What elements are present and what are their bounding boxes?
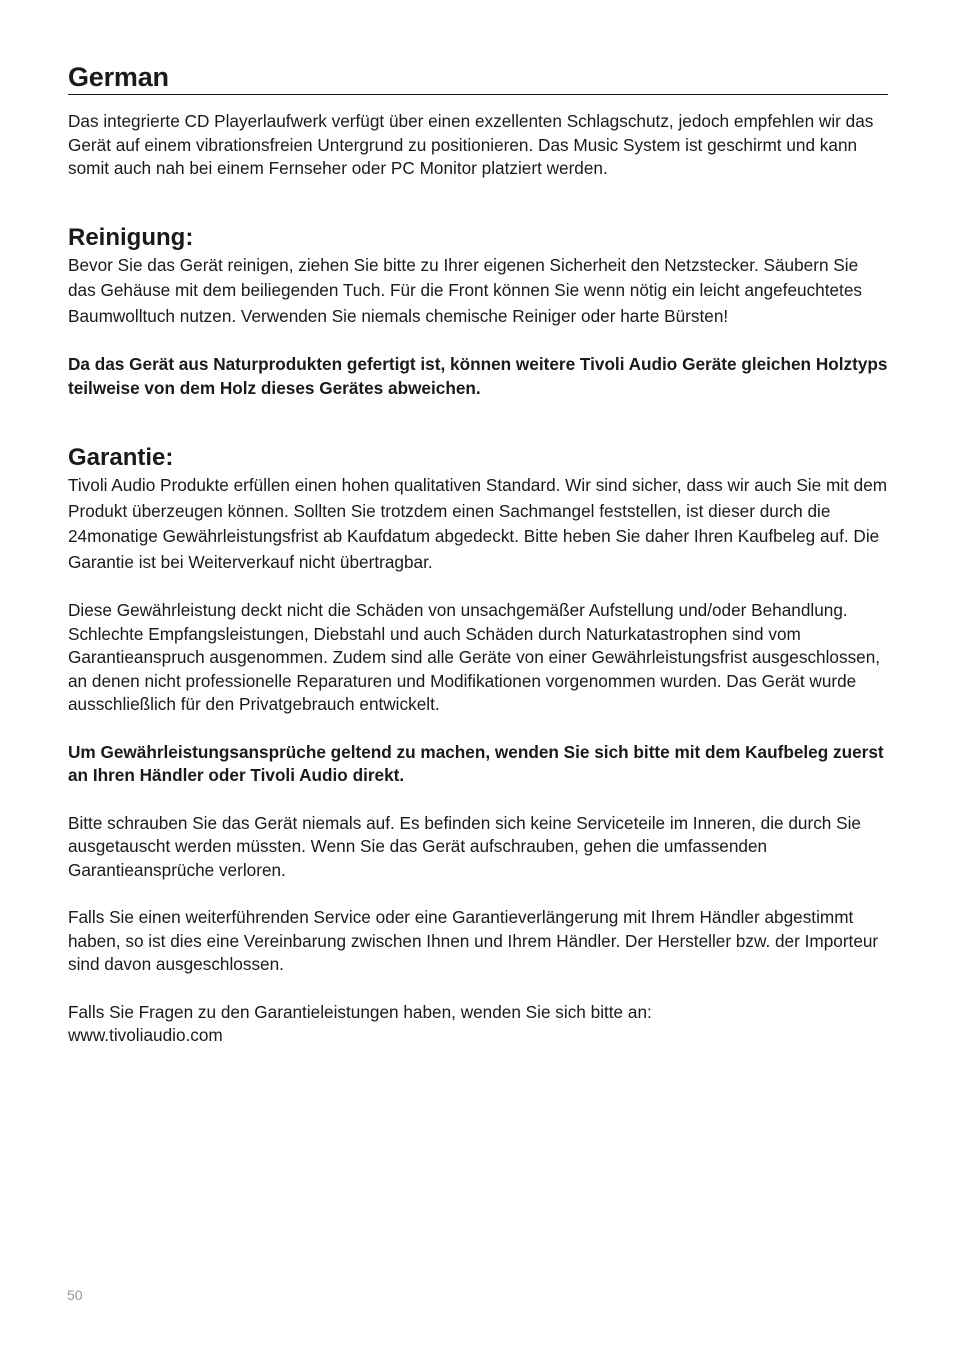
garantie-paragraph-3: Um Gewährleistungsansprüche geltend zu machen, wenden Sie sich bitte mit dem Kaufbeleg zuerst an Ihren Händler oder Tivoli Audio direkt. <box>68 741 884 785</box>
document-page <box>68 60 888 1048</box>
website-link[interactable]: www.tivoliaudio.com <box>68 1025 223 1045</box>
garantie-paragraph-2: Diese Gewährleistung deckt nicht die Schäden von unsachgemäßer Aufstellung und/oder Behandlung. Schlechte Empfangsleistungen, Diebstahl und auch Schäden durch Naturkatastrophen sind vom Garantieanspruch ausgenommen. Zudem sind alle Geräte von einer Gewährleistungsfrist ausgeschlossen, an denen nicht professionelle Reparaturen und Modifikationen vorgenommen wurden. Das Gerät wurde ausschließlich für den Privatgebrauch entwickelt. <box>68 600 881 714</box>
section-heading-reinigung: Reinigung: <box>68 223 194 251</box>
garantie-paragraph-5: Falls Sie einen weiterführenden Service oder eine Garantieverlängerung mit Ihrem Händler abgestimmt haben, so ist dies eine Vereinbarung zwischen Ihnen und Ihrem Händler. Der Hersteller bzw. der Importeur sind davon ausgeschlossen. <box>68 907 879 974</box>
page-number: 50 <box>67 1287 83 1303</box>
garantie-paragraph-6 <box>68 1001 888 1048</box>
intro-paragraph: Das integrierte CD Playerlaufwerk verfügt über einen exzellenten Schlagschutz, jedoch empfehlen wir das Gerät auf einem vibrationsfreien Untergrund zu positionieren. Das Music System ist geschirmt und kann somit auch nah bei einem Fernseher oder PC Monitor platziert werden. <box>68 111 874 178</box>
contact-line: Falls Sie Fragen zu den Garantieleistungen haben, wenden Sie sich bitte an: <box>68 1001 652 1022</box>
page-title: German <box>68 62 169 92</box>
garantie-paragraph-1: Tivoli Audio Produkte erfüllen einen hohen qualitativen Standard. Wir sind sicher, dass wir auch Sie mit dem Produkt überzeugen können. Sollten Sie trotzdem einen Sachmangel feststellen, ist dieser durch die 24monatige Gewährleistungsfrist ab Kaufdatum abgedeckt. Bitte heben Sie daher Ihren Kaufbeleg auf. Die Garantie ist bei Weiterverkauf nicht übertragbar. <box>68 475 888 572</box>
title-divider <box>68 94 888 95</box>
section-heading-garantie: Garantie: <box>68 444 174 471</box>
reinigung-paragraph: Bevor Sie das Gerät reinigen, ziehen Sie bitte zu Ihrer eigenen Sicherheit den Netzstecker. Säubern Sie das Gehäuse mit dem beiliegenden Tuch. Für die Front können Sie wenn nötig ein leicht angefeuchtetes Baumwolltuch nutzen. Verwenden Sie niemals chemische Reiniger oder harte Bürsten! <box>68 254 862 326</box>
garantie-paragraph-4: Bitte schrauben Sie das Gerät niemals auf. Es befinden sich keine Serviceteile im Inneren, die durch Sie ausgetauscht werden müssten. Wenn Sie das Gerät aufschrauben, gehen die umfassenden Garantieansprüche verloren. <box>68 812 861 880</box>
reinigung-note: Da das Gerät aus Naturprodukten gefertigt ist, können weitere Tivoli Audio Geräte gleichen Holztyps teilweise von dem Holz dieses Gerätes abweichen. <box>68 354 888 398</box>
